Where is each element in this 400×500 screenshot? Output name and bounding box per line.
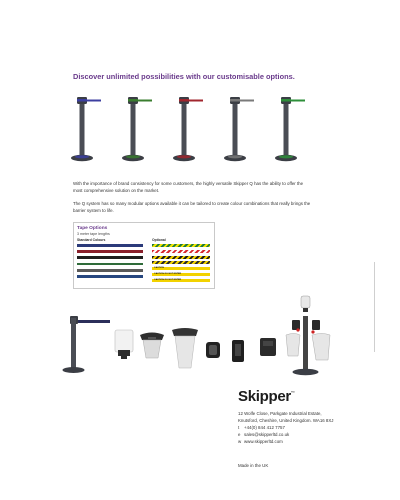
optional-tape-strip bbox=[152, 279, 210, 282]
barrier-post-1 bbox=[71, 97, 101, 161]
standard-colours-label: Standard Colours bbox=[77, 238, 106, 242]
standard-colour-strip bbox=[77, 256, 143, 259]
skipper-logo: Skipper™ bbox=[238, 388, 295, 405]
barrier-posts-row bbox=[60, 92, 320, 172]
standard-colour-strip bbox=[77, 263, 143, 266]
website-link[interactable]: www.skipperltd.com bbox=[244, 439, 283, 444]
standard-colour-strip bbox=[77, 244, 143, 247]
optional-tape-strip bbox=[152, 267, 210, 270]
optional-tape-strip bbox=[152, 250, 210, 253]
website-line: w www.skipperltd.com bbox=[238, 439, 283, 444]
wall-bracket-image bbox=[232, 340, 244, 362]
standard-colour-strip bbox=[77, 275, 143, 278]
tape-options-subtitle: 3 meter tape lengths bbox=[77, 232, 110, 236]
optional-tape-strip bbox=[152, 244, 210, 247]
bag-clip-image bbox=[260, 338, 276, 356]
tape-print-text: CAUTION bbox=[154, 267, 164, 270]
tape-print-text: CAUTION DO NOT ENTER bbox=[154, 273, 182, 275]
address-line-2: Knutsford, Cheshire, United Kingdom. WA16 8XJ bbox=[238, 418, 334, 423]
barrier-post-5 bbox=[275, 97, 305, 161]
modular-paragraph: The Q system has so many modular options available it can be tailored to create colour combinations that really brings the barrier system to life. bbox=[73, 201, 311, 213]
optional-label: Optional bbox=[152, 238, 166, 242]
tape-options-panel bbox=[73, 222, 215, 289]
cup-holder-image bbox=[206, 342, 220, 358]
email-line: e sales@skipperltd.co.uk bbox=[238, 432, 290, 437]
made-in-uk: Made in the UK bbox=[238, 463, 269, 468]
accessories-row bbox=[60, 290, 375, 385]
email-link[interactable]: sales@skipperltd.co.uk bbox=[244, 432, 290, 437]
headline: Discover unlimited possibilities with our customisable options. bbox=[73, 72, 295, 81]
phone-line: t +44(0) 844 412 7757 bbox=[238, 425, 285, 430]
barrier-post-4 bbox=[224, 97, 254, 161]
bag-holder-image bbox=[172, 328, 198, 368]
tape-print-text: CAUTION DO NOT ENTER bbox=[154, 278, 182, 281]
optional-tape-strip bbox=[152, 261, 210, 264]
post-with-tape-image bbox=[63, 316, 111, 373]
standard-colour-strip bbox=[77, 250, 143, 253]
phone-number: +44(0) 844 412 7757 bbox=[244, 425, 285, 430]
optional-tape-strip bbox=[152, 256, 210, 259]
litter-bin-image bbox=[140, 333, 164, 359]
modular-station-image bbox=[286, 296, 330, 375]
sign-holder-image bbox=[115, 330, 133, 359]
standard-colour-strip bbox=[77, 269, 143, 272]
intro-paragraph: With the importance of brand consistency for some customers, the highly versatile Skipper Q has the ability to offer the most comprehensive solution on the market. bbox=[73, 181, 304, 193]
barrier-post-2 bbox=[122, 97, 152, 161]
optional-tape-strip bbox=[152, 273, 210, 276]
address-line-1: 12 Wolfe Close, Parkgate Industrial Estate, bbox=[238, 411, 322, 416]
barrier-post-3 bbox=[173, 97, 203, 161]
tape-options-title: Tape Options bbox=[77, 226, 108, 231]
